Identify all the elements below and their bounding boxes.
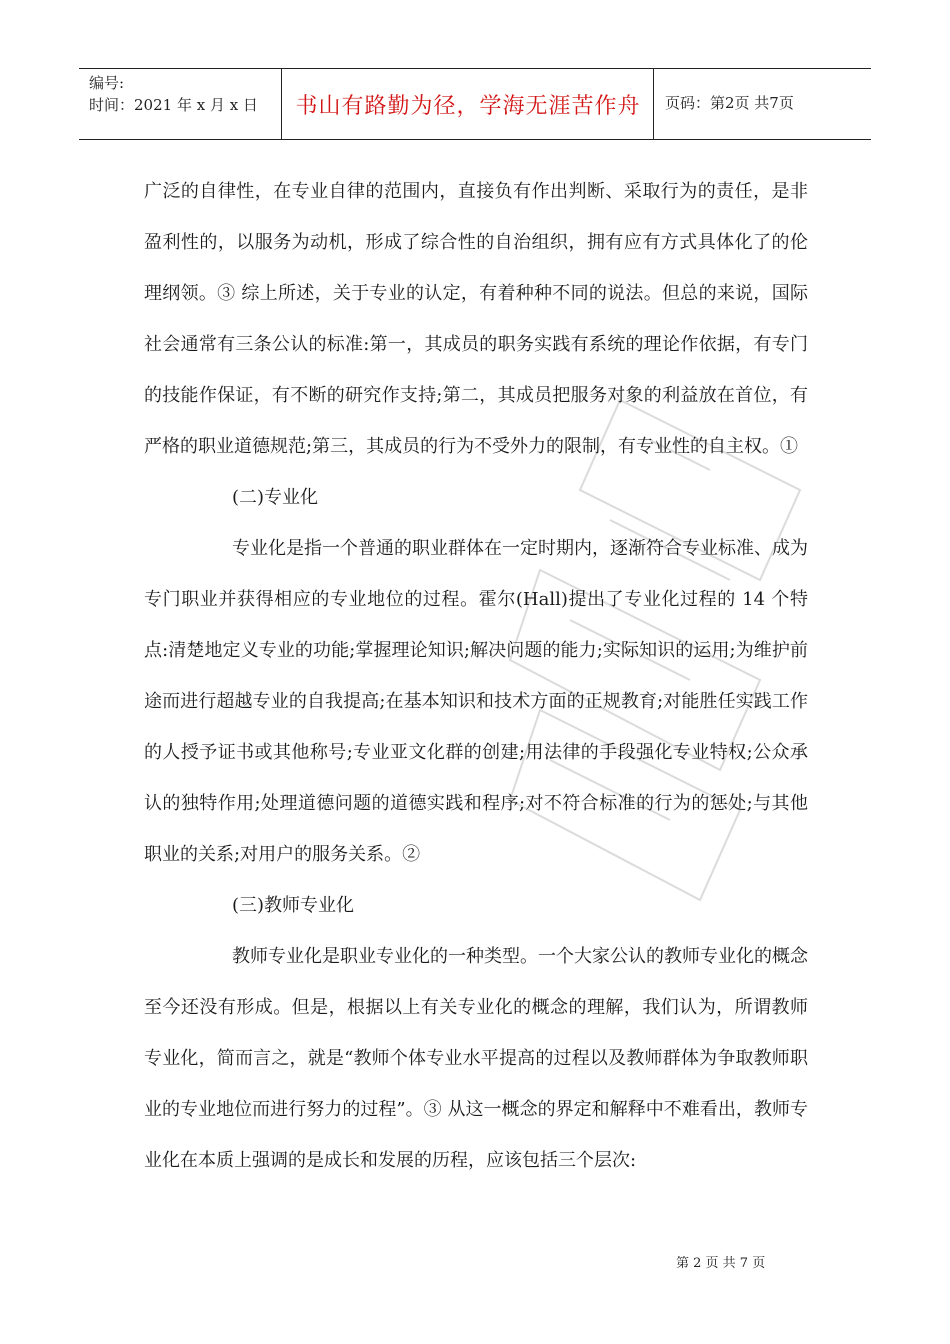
page-footer: 第 2 页 共 7 页: [676, 1256, 766, 1271]
header-divider-left: [281, 68, 282, 140]
page-header: [79, 68, 871, 140]
document-date: 时间：2021 年 x 月 x 日: [89, 96, 258, 114]
section-heading: (二)专业化: [232, 487, 319, 508]
header-meta: [89, 72, 258, 116]
document-body: [144, 166, 808, 1186]
header-motto: 书山有路勤为径，学海无涯苦作舟: [295, 93, 641, 119]
body-paragraph: 专业化是指一个普通的职业群体在一定时期内，逐渐符合专业标准、成为专门职业并获得相应的专业地位的过程。霍尔(Hall)提出了专业化过程的 14 个特点:清楚地定义专业的功能;掌握理论知识;解决问题的能力;实际知识的运用;为维护前途而进行超越专业的自我提高;在基本知识和技术方面的正规教育;对能胜任实践工作的人授予证书或其他称号;专业亚文化群的创建;用法律的手段强化专业特权;公众承认的独特作用;处理道德问题的道德实践和程序;对不符合标准的行为的惩处;与其他职业的关系;对用户的服务关系。②: [144, 538, 808, 865]
section-heading: (三)教师专业化: [232, 895, 355, 916]
body-paragraph: 广泛的自律性，在专业自律的范围内，直接负有作出判断、采取行为的责任，是非盈利性的，以服务为动机，形成了综合性的自治组织，拥有应有方式具体化了的伦理纲领。③ 综上所述，关于专业的认定，有着种种不同的说法。但总的来说，国际社会通常有三条公认的标准:第一，其成员的职务实践有系统的理论作依据，有专门的技能作保证，有不断的研究作支持;第二，其成员把服务对象的利益放在首位，有严格的职业道德规范;第三，其成员的行为不受外力的限制，有专业性的自主权。①: [144, 181, 808, 457]
header-divider-right: [653, 68, 654, 140]
body-paragraph: 教师专业化是职业专业化的一种类型。一个大家公认的教师专业化的概念至今还没有形成。但是，根据以上有关专业化的概念的理解，我们认为，所谓教师专业化，简而言之，就是“教师个体专业水平提高的过程以及教师群体为争取教师职业的专业地位而进行努力的过程”。③ 从这一概念的界定和解释中不难看出，教师专业化在本质上强调的是成长和发展的历程，应该包括三个层次:: [144, 946, 808, 1171]
header-page-number: 页码：第2页 共7页: [665, 94, 794, 112]
document-number-label: 编号:: [89, 74, 125, 92]
